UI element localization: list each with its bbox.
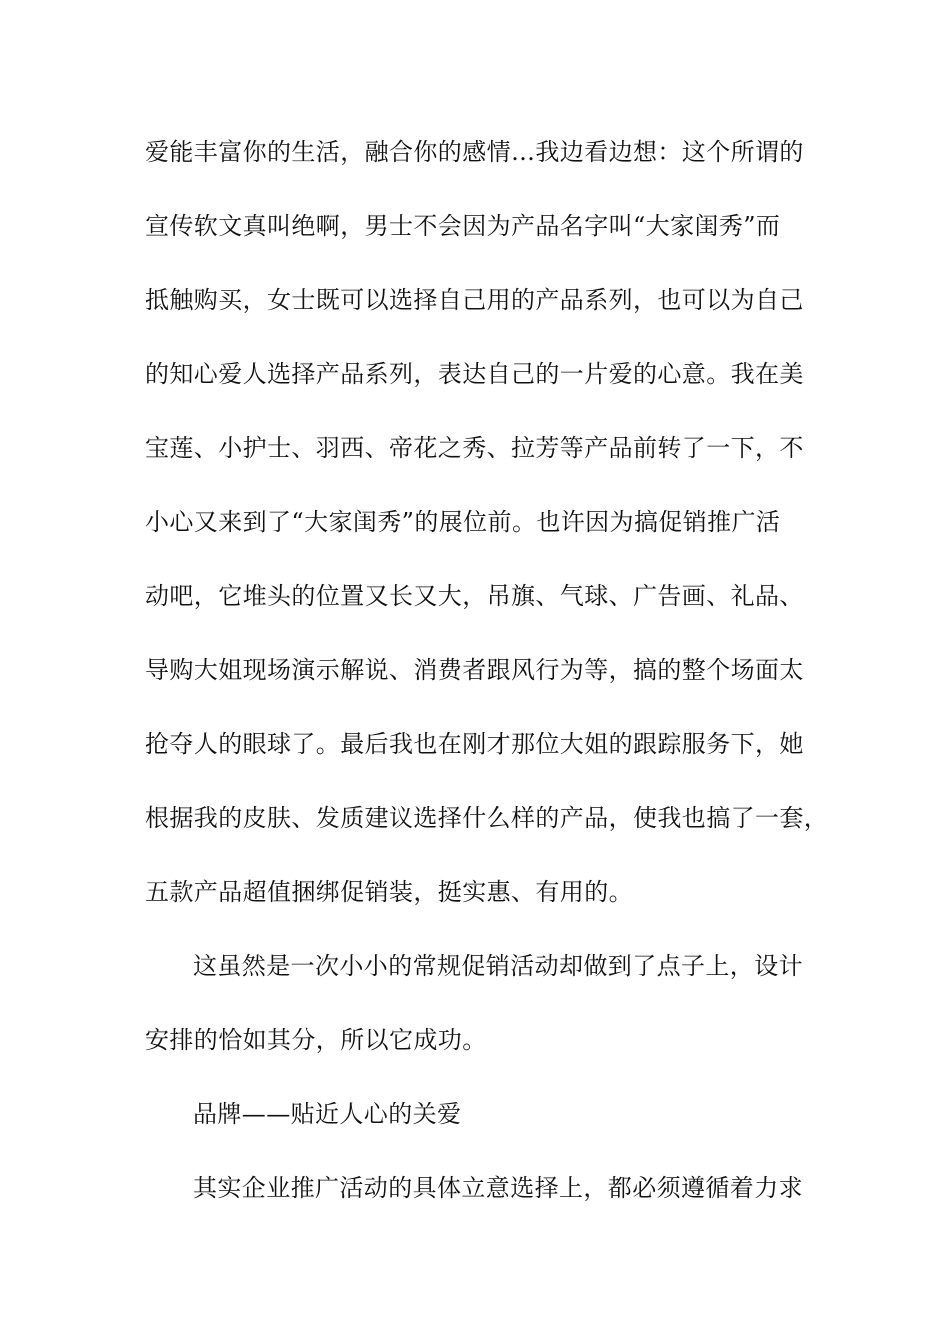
text-line: 宝莲、小护士、羽西、帝花之秀、拉芳等产品前转了一下，不 [145, 434, 804, 462]
text-line: 这虽然是一次小小的常规促销活动却做到了点子上，设计 [193, 952, 803, 980]
text-line: 的知心爱人选择产品系列，表达自己的一片爱的心意。我在美 [145, 360, 804, 388]
text-line: 动吧，它堆头的位置又长又大，吊旗、气球、广告画、礼品、 [145, 582, 804, 610]
section-heading: 品牌——贴近人心的关爱 [193, 1100, 462, 1128]
text-line: 根据我的皮肤、发质建议选择什么样的产品，使我也搞了一套， [145, 804, 829, 832]
text-line: 宣传软文真叫绝啊，男士不会因为产品名字叫“大家闺秀”而 [145, 212, 781, 240]
text-line: 安排的恰如其分，所以它成功。 [145, 1026, 487, 1054]
body-text [145, 132, 829, 1242]
text-line: 五款产品超值捆绑促销装，挺实惠、有用的。 [145, 878, 633, 906]
text-line: 抢夺人的眼球了。最后我也在刚才那位大姐的跟踪服务下，她 [145, 730, 804, 758]
text-line: 导购大姐现场演示解说、消费者跟风行为等，搞的整个场面太 [145, 656, 804, 684]
text-line: 小心又来到了“大家闺秀”的展位前。也许因为搞促销推广活 [145, 508, 781, 536]
text-line: 抵触购买，女士既可以选择自己用的产品系列，也可以为自己 [145, 286, 804, 314]
text-line: 其实企业推广活动的具体立意选择上，都必须遵循着力求 [193, 1174, 803, 1202]
text-line: 爱能丰富你的生活，融合你的感情…我边看边想：这个所谓的 [145, 138, 804, 166]
